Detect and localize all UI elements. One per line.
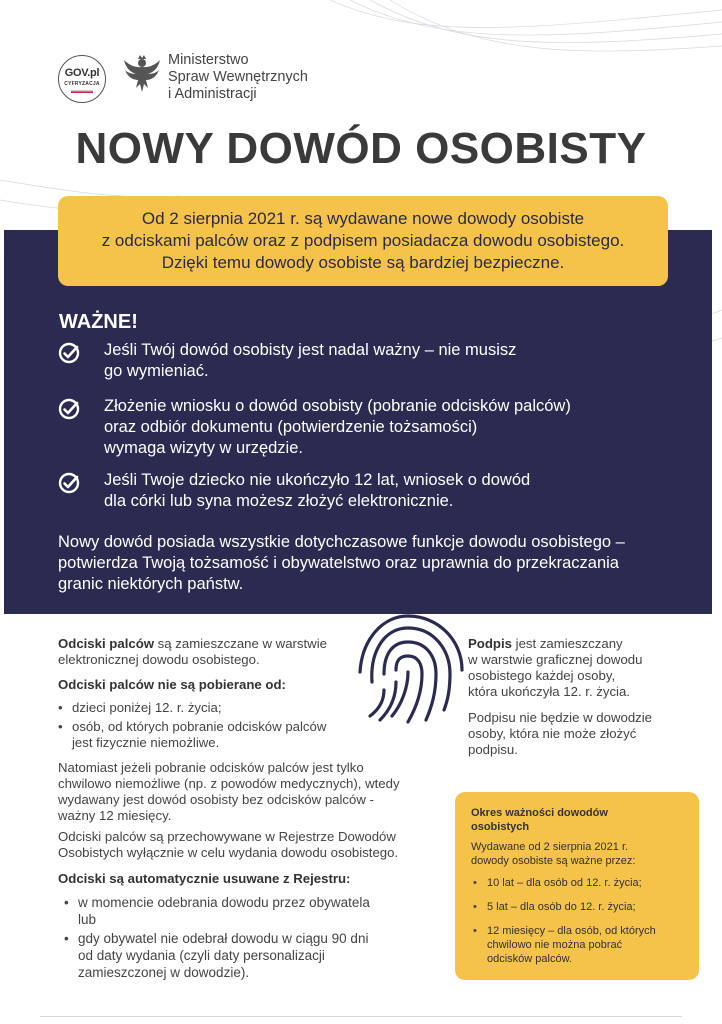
list-item-line: odcisków palców. xyxy=(487,953,572,965)
not-collected-list xyxy=(58,700,326,751)
important-item-line: Jeśli Twój dowód osobisty jest nadal ważny – nie musisz xyxy=(104,341,517,359)
signature-bold: Podpis xyxy=(468,636,512,651)
paragraph-line: ważny 12 miesięcy. xyxy=(58,808,172,823)
paragraph-line: chwilowo niemożliwe (np. z powodów medycznych), wtedy xyxy=(58,776,400,791)
important-item-line: wymaga wizyty w urzędzie. xyxy=(104,439,303,457)
paragraph-line: Osobistych wyłącznie w celu wydania dowodu osobistego. xyxy=(58,845,399,860)
list-item-line: • 5 lat – dla osób do 12. r. życia; xyxy=(487,901,636,913)
important-item-line: Jeśli Twoje dziecko nie ukończyło 12 lat, wniosek o dowód xyxy=(104,471,531,489)
validity-list xyxy=(473,876,656,966)
paragraph-line: wydawany jest dowód osobisty bez odcisków palców - xyxy=(58,792,374,807)
list-item xyxy=(473,900,656,914)
important-item-line: oraz odbiór dokumentu (potwierdzenie tożsamości) xyxy=(104,418,478,436)
intro-line: dowody osobiste są ważne przez: xyxy=(471,855,636,867)
gov-logo-subtext: CYFRYZACJA xyxy=(64,81,100,87)
list-item xyxy=(58,719,326,751)
paragraph-line: podpisu. xyxy=(468,742,518,757)
list-item-line: • osób, od których pobranie odcisków palców xyxy=(72,719,327,734)
bottom-divider xyxy=(40,1016,682,1017)
list-item-line: • w momencie odebrania dowodu przez obywatela xyxy=(78,895,370,910)
paragraph-line: która ukończyła 12. r. życia. xyxy=(468,684,630,699)
validity-heading xyxy=(471,806,608,834)
gov-logo-text: GOV.pl xyxy=(64,67,100,79)
paragraph-line: Podpisu nie będzie w dowodzie xyxy=(468,710,653,725)
ministry-line: Ministerstwo xyxy=(168,52,249,68)
removal-list xyxy=(64,894,370,981)
storage-paragraph xyxy=(58,829,398,861)
signature-paragraph xyxy=(468,636,642,700)
list-item xyxy=(58,700,326,716)
important-item-line: Złożenie wniosku o dowód osobisty (pobranie odcisków palców) xyxy=(104,397,571,415)
removal-heading: Odciski są automatycznie usuwane z Rejestru: xyxy=(58,871,351,886)
signature-text: jest zamieszczany xyxy=(511,636,623,651)
list-item xyxy=(473,876,656,890)
temporary-paragraph xyxy=(58,760,400,824)
list-item xyxy=(64,930,370,981)
fingerprints-bold: Odciski palców xyxy=(58,636,155,651)
paragraph-line: osoby, która nie może złożyć xyxy=(468,726,637,741)
list-item-line: chwilowo nie można pobrać xyxy=(487,939,623,951)
paragraph-line: w warstwie graficznej dowodu xyxy=(468,652,643,667)
paragraph-line: granic niektórych państw. xyxy=(58,575,244,593)
intro-line: z odciskami palców oraz z podpisem posiadacza dowodu osobistego. xyxy=(101,231,625,250)
list-item-line: jest fizycznie niemożliwe. xyxy=(72,735,220,750)
validity-box xyxy=(455,792,699,980)
fingerprint-icon xyxy=(350,612,466,730)
fingerprints-intro xyxy=(58,636,327,668)
intro-line: Dzięki temu dowody osobiste są bardziej bezpieczne. xyxy=(161,253,565,272)
ministry-name xyxy=(168,52,308,103)
important-item-line: dla córki lub syna możesz złożyć elektronicznie. xyxy=(104,492,454,510)
paragraph-line: Natomiast jeżeli pobranie odcisków palców jest tylko xyxy=(58,760,364,775)
ministry-line: Spraw Wewnętrznych xyxy=(168,69,308,85)
no-signature-paragraph xyxy=(468,710,652,758)
eagle-emblem-icon xyxy=(122,54,162,96)
paragraph-line: Nowy dowód posiada wszystkie dotychczasowe funkcje dowodu osobistego – xyxy=(58,533,625,551)
list-item-line: • dzieci poniżej 12. r. życia; xyxy=(72,700,222,715)
check-circle-icon xyxy=(58,342,80,364)
not-collected-heading: Odciski palców nie są pobierane od: xyxy=(58,677,286,692)
check-circle-icon xyxy=(58,398,80,420)
list-item xyxy=(64,894,370,928)
list-item-line: • gdy obywatel nie odebrał dowodu w ciągu 90 dni xyxy=(78,931,369,946)
important-item-line: go wymieniać. xyxy=(104,362,209,380)
validity-intro xyxy=(471,840,635,868)
ministry-line: i Administracji xyxy=(168,86,257,102)
list-item xyxy=(473,924,656,966)
list-item-line: • 12 miesięcy – dla osób, od których xyxy=(487,925,656,937)
functions-paragraph xyxy=(58,532,625,595)
intro-line: Od 2 sierpnia 2021 r. są wydawane nowe dowody osobiste xyxy=(141,209,585,228)
flag-stripe xyxy=(71,90,93,93)
list-item-line: zamieszczonej w dowodzie). xyxy=(78,965,250,980)
gov-logo xyxy=(58,55,106,103)
fingerprints-text: są zamieszczane w warstwie xyxy=(154,636,327,651)
intro-box xyxy=(58,196,668,286)
intro-line: Wydawane od 2 sierpnia 2021 r. xyxy=(471,841,629,853)
check-circle-icon xyxy=(58,472,80,494)
paragraph-line: osobistego każdej osoby, xyxy=(468,668,616,683)
list-item-line: od daty wydania (czyli daty personalizacji xyxy=(78,948,325,963)
fingerprints-text: elektronicznej dowodu osobistego. xyxy=(58,652,260,667)
heading-line: Okres ważności dowodów xyxy=(471,807,608,819)
list-item-line: lub xyxy=(78,912,97,927)
paragraph-line: Odciski palców są przechowywane w Rejestrze Dowodów xyxy=(58,829,396,844)
important-heading: WAŻNE! xyxy=(59,311,138,333)
heading-line: osobistych xyxy=(471,821,530,833)
paragraph-line: potwierdza Twoją tożsamość i obywatelstwo oraz uprawnia do przekraczania xyxy=(58,554,619,572)
list-item-line: • 10 lat – dla osób od 12. r. życia; xyxy=(487,877,642,889)
page-title: NOWY DOWÓD OSOBISTY xyxy=(75,124,647,173)
